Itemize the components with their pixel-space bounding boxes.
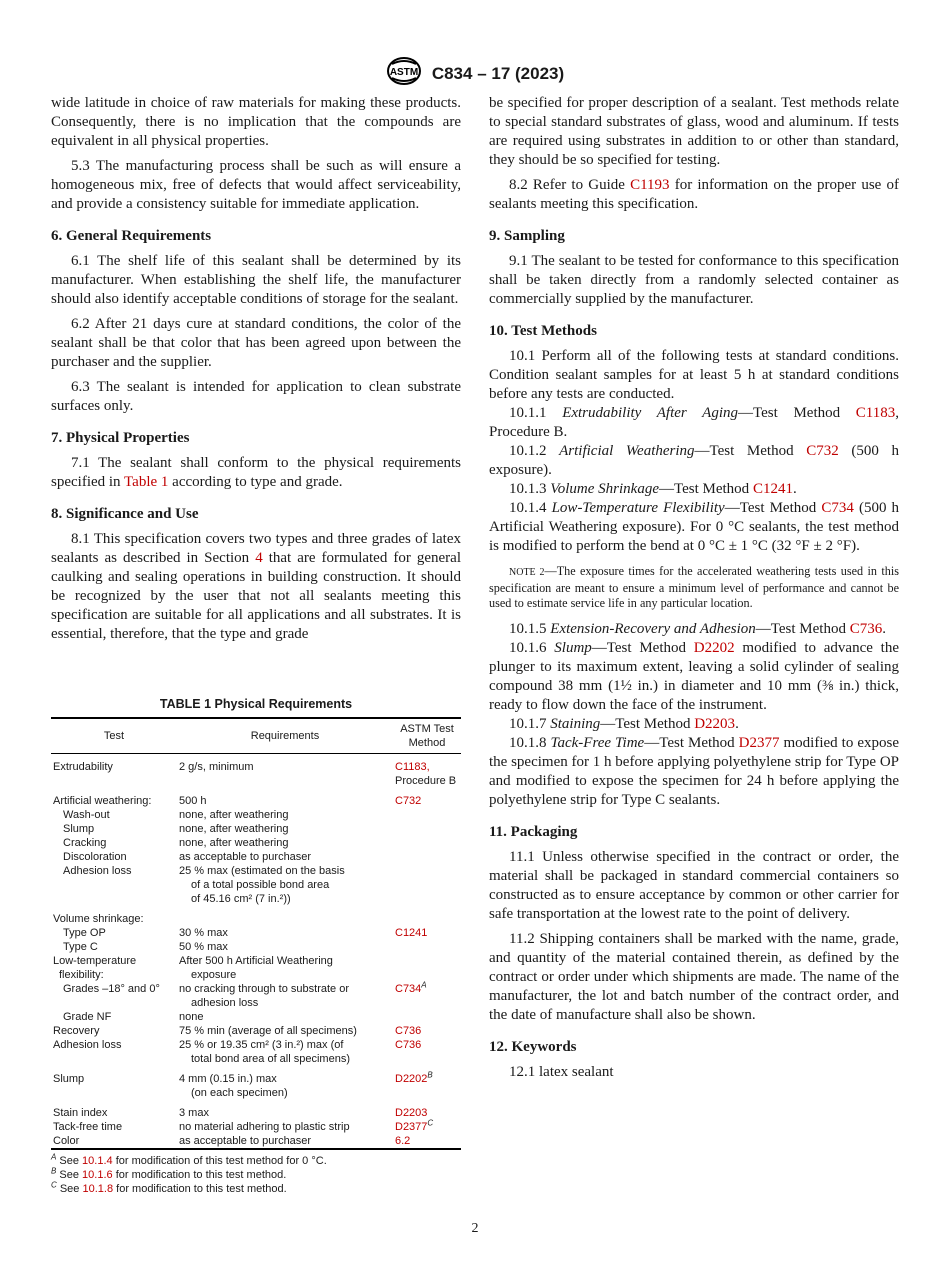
c734-link[interactable]: C734 (821, 500, 854, 516)
table-row: Artificial weathering: 500 h C732 (53, 795, 422, 807)
d2377-link[interactable]: D2377 (738, 734, 780, 751)
table-1 (51, 697, 461, 1196)
paragraph-12-1: 12.1 latex sealant (509, 1063, 614, 1080)
table-row: Color as acceptable to purchaser 6.2 (51, 1134, 461, 1149)
method-link[interactable]: C736 (395, 1039, 422, 1051)
col-header-test: Test (51, 718, 177, 754)
c1183-link[interactable]: C1183 (855, 405, 896, 421)
c732-link[interactable]: C732 (806, 443, 839, 459)
section-4-link[interactable]: 4 (255, 550, 263, 566)
table-row: Tack-free time no material adhering to plastic strip $D2377^C$ (53, 1118, 434, 1133)
table-row: Type C 50 % max (63, 941, 228, 953)
paragraph-10-1-1: 10.1.1 Extrudability After Aging—Test Method C1183, Procedure B. (489, 405, 899, 440)
table-row: Slump 4 mm (0.15 in.) max (on each specimen) $D2202^B$ (53, 1070, 433, 1099)
footnote-c: $^C$ See 10.1.8 for modification to this test method. (51, 1180, 287, 1195)
table-1-link[interactable]: Table 1 (124, 474, 169, 490)
method-link[interactable]: D2202 (395, 1073, 428, 1085)
table-row: Grades –18° and 0° no cracking through to substrate or adhesion loss $C734^A$ (63, 980, 427, 1009)
paragraph-10-1-7: 10.1.7 Staining—Test Method D2203. (509, 715, 739, 732)
page-header (0, 56, 950, 91)
paragraph-10-1-2: 10.1.2 Artificial Weathering—Test Method C732 (500 h exposure). (489, 443, 899, 478)
paragraph-6-2: 6.2 After 21 days cure at standard conditions, the color of the sealant shall be that color that has been agreed upon between the purchaser and the supplier. (51, 316, 461, 370)
table-row: Cracking none, after weathering (63, 837, 289, 849)
section-heading-7: 7. Physical Properties (51, 430, 190, 446)
method-link[interactable]: C734 (395, 983, 422, 995)
footnote-link[interactable]: 10.1.6 (82, 1169, 113, 1181)
paragraph-7-1: 7.1 The sealant shall conform to the physical requirements specified in Table 1 according to type and grade. (51, 455, 461, 490)
paragraph-11-1: 11.1 Unless otherwise specified in the contract or order, the material shall be packaged in standard commercial containers so constructed as to ensure acceptance by common or other carrier for safe transportation at the lowest rate to the point of delivery. (489, 848, 899, 922)
left-column (51, 94, 461, 650)
d2202-link[interactable]: D2202 (693, 639, 735, 656)
document-designation: C834 – 17 (2023) (431, 63, 565, 83)
table-caption: TABLE 1 Physical Requirements (159, 697, 353, 711)
paragraph-6-1: 6.1 The shelf life of this sealant shall be determined by its manufacturer. When establishing the shelf life, the manufacturer should also identify acceptable conditions of storage for the sealant. (51, 253, 461, 307)
col-header-requirements: Requirements (177, 718, 393, 754)
paragraph-10-1-8: 10.1.8 Tack-Free Time—Test Method D2377 modified to expose the specimen for 1 h before applying polyethylene strip for Type OP and modified to expose the specimen for 24 h before applying the polyethylene strip for Type C sealants. (489, 734, 899, 808)
method-link[interactable]: C1241 (395, 927, 428, 939)
paragraph-8-1: 8.1 This specification covers two types and three grades of latex sealants as described in Section 4 that are formulated for general caulking and sealing operations in building construction. It should be recognized by the user that not all sealants meeting this specification are suitable for all applications and all substrates. It is essential, therefore, that the type and grade (51, 531, 461, 642)
paragraph-11-2: 11.2 Shipping containers shall be marked with the name, grade, and quantity of the material contained therein, as defined by the contract or order under which shipments are made. The name of the manufacturer, the lot and batch number of the contract order, and the date of manufacture shall also be shown. (489, 930, 899, 1023)
table-row: Adhesion loss 25 % max (estimated on the basis of a total possible bond area of 45.16 cm² (7 in.²)) (63, 865, 345, 905)
section-heading-6: 6. General Requirements (51, 228, 212, 244)
footnote-link[interactable]: 10.1.8 (82, 1183, 114, 1195)
section-heading-8: 8. Significance and Use (51, 506, 199, 522)
method-link[interactable]: D2203 (395, 1107, 428, 1119)
paragraph: wide latitude in choice of raw materials for making these products. Consequently, there is no implication that the compounds are equivalent in all physical properties. (51, 95, 461, 149)
astm-logo-icon (386, 56, 422, 91)
paragraph-10-1-6: 10.1.6 Slump—Test Method D2202 modified to advance the plunger to its maximum extent, leaving a solid cylinder of sealing compound 38 mm (1½ in.) in diameter and 10 mm (⅜ in.) thick, ready to flow down the face of the instrument. (489, 639, 900, 713)
method-link[interactable]: C736 (395, 1025, 422, 1037)
table-row: Grade NF none (63, 1011, 204, 1023)
table-row: Adhesion loss 25 % or 19.35 cm² (3 in.²) max (of total bond area of all specimens) C736 (53, 1039, 422, 1065)
section-heading-12: 12. Keywords (489, 1038, 577, 1055)
paragraph-8-2: 8.2 Refer to Guide C1193 for information on the proper use of sealants meeting this specification. (489, 177, 899, 212)
page-number: 2 (471, 1221, 479, 1236)
footnote-link[interactable]: 10.1.4 (82, 1155, 113, 1167)
col-header-method: ASTM Test Method (393, 718, 461, 754)
table-row: Wash-out none, after weathering (63, 809, 289, 821)
section-heading-9: 9. Sampling (489, 228, 565, 244)
table-row: Slump none, after weathering (63, 823, 289, 835)
c1193-link[interactable]: C1193 (630, 177, 670, 193)
paragraph-10-1: 10.1 Perform all of the following tests at standard conditions. Condition sealant samples for at least 5 h at standard conditions before any tests are conducted. (489, 348, 899, 402)
logo-text: ASTM (389, 67, 418, 78)
c1241-link[interactable]: C1241 (752, 481, 793, 497)
table-row: Type OP 30 % max C1241 (63, 927, 428, 939)
note-2: NOTE 2—The exposure times for the accelerated weathering tests used in this specification are meant to ensure a minimum level of performance and cannot be used to estimate service life in any particular location. (489, 564, 899, 610)
paragraph-10-1-3: 10.1.3 Volume Shrinkage—Test Method C1241. (509, 481, 797, 497)
method-link[interactable]: D2377 (395, 1121, 428, 1133)
table-row: Low-temperature flexibility: After 500 h Artificial Weathering exposure (53, 955, 333, 981)
paragraph: be specified for proper description of a sealant. Test methods relate to special standard substrates of glass, wood and aluminum. If tests are required using substrates in addition to or other than standard, they should be so specified for testing. (489, 95, 899, 168)
table-footnotes (51, 1154, 461, 1196)
footnote-a: $^A$ See 10.1.4 for modification of this test method for 0 °C. (51, 1152, 327, 1167)
paragraph-6-3: 6.3 The sealant is intended for application to clean substrate surfaces only. (51, 379, 461, 414)
table-row: Volume shrinkage: (53, 913, 144, 925)
section-link[interactable]: 6.2 (395, 1135, 411, 1147)
table-row: Stain index 3 max D2203 (53, 1107, 428, 1119)
c736-link[interactable]: C736 (849, 620, 883, 637)
table-row: Extrudability 2 g/s, minimum C1183, Procedure B (53, 761, 457, 787)
section-heading-10: 10. Test Methods (489, 323, 597, 339)
paragraph-10-1-4: 10.1.4 Low-Temperature Flexibility—Test Method C734 (500 h Artificial Weathering exposure). For 0 °C sealants, the test method is modified to perform the bend at 0 °C ± 1 °C (32 °F ± 2 °F). (489, 500, 900, 554)
section-heading-11: 11. Packaging (489, 823, 578, 840)
table-row: Discoloration as acceptable to purchaser (63, 851, 312, 863)
paragraph-9-1: 9.1 The sealant to be tested for conformance to this specification shall be taken directly from a randomly selected container as commercially supplied by the manufacturer. (489, 253, 899, 307)
method-link[interactable]: C1183, (395, 761, 430, 773)
footnote-b: $^B$ See 10.1.6 for modification to this test method. (51, 1166, 287, 1181)
table-row: Recovery 75 % min (average of all specimens) C736 (53, 1025, 422, 1037)
method-link[interactable]: C732 (395, 795, 422, 807)
paragraph-5-3: 5.3 The manufacturing process shall be such as will ensure a homogeneous mix, free of defects that would affect serviceability, and provide a consistency suitable for immediate application. (51, 158, 461, 212)
d2203-link[interactable]: D2203 (694, 715, 736, 732)
right-column (489, 94, 899, 1088)
paragraph-10-1-5: 10.1.5 Extension-Recovery and Adhesion—Test Method C736. (509, 620, 886, 637)
